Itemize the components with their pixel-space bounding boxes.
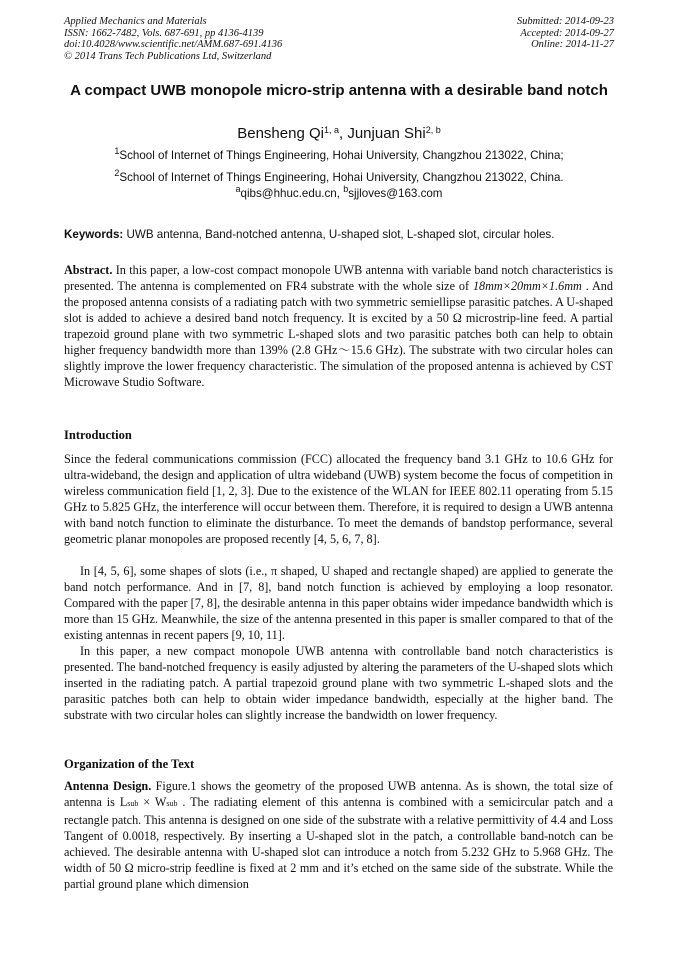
author-1: Bensheng Qi bbox=[237, 125, 324, 142]
antenna-design-label: Antenna Design. bbox=[64, 779, 152, 793]
author-separator: , bbox=[338, 125, 348, 142]
paper-title: A compact UWB monopole micro-strip antenna with a desirable band notch bbox=[70, 82, 608, 99]
submitted-date: Submitted: 2014-09-23 bbox=[516, 16, 614, 27]
introduction-heading: Introduction bbox=[64, 428, 132, 442]
affiliation-2 bbox=[64, 168, 614, 185]
w-sub-symbol: W bbox=[154, 795, 167, 809]
doi-line: doi:10.4028/www.scientific.net/AMM.687-691.4136 bbox=[64, 39, 283, 51]
email-a-mark: a bbox=[235, 184, 241, 194]
email-line bbox=[64, 184, 614, 201]
journal-header bbox=[64, 16, 282, 62]
affiliation-1-mark: 1 bbox=[114, 146, 120, 156]
affiliation-2-text: School of Internet of Things Engineering, Hohai University, Changzhou 213022, China. bbox=[119, 171, 564, 184]
w-sub-subscript: sub bbox=[166, 799, 178, 808]
author-1-affil: 1, a bbox=[323, 125, 339, 135]
keywords-text: UWB antenna, Band-notched antenna, U-shaped slot, L-shaped slot, circular holes. bbox=[123, 228, 555, 241]
abstract-label: Abstract. bbox=[64, 263, 113, 277]
email-separator: , bbox=[336, 187, 344, 200]
abstract-text-2: . And the proposed antenna consists of a radiating patch with two symmetric semiellipse parasitic patches. A U-shaped slot is added to achieve a desired band notch frequency. It is excited by a 50 Ω microstrip-line feed. A partial trapezoid ground plane with two symmetric L-shaped slots and two parasitic patches both can help to obtain higher frequency bandwidth more than 139% (2.8 GHz～15.6 GHz). The substrate with two circular holes can slightly improve the lower frequency characteristic. The simulation of the proposed antenna is achieved by CST Microwave Studio Software. bbox=[64, 279, 613, 389]
author-2: Junjuan Shi bbox=[347, 125, 426, 142]
journal-name: Applied Mechanics and Materials bbox=[64, 16, 207, 27]
abstract-size-math: 18mm×20mm×1.6mm bbox=[472, 279, 582, 293]
l-sub-subscript: sub bbox=[127, 799, 139, 808]
author-line bbox=[64, 124, 614, 143]
keywords bbox=[64, 228, 614, 242]
antenna-design-text-1: Figure.1 shows the geometry of the proposed UWB antenna. As is shown, the total size of antenna is bbox=[64, 779, 613, 809]
author-2-affil: 2, b bbox=[425, 125, 441, 135]
issn-line: ISSN: 1662-7482, Vols. 687-691, pp 4136-4139 bbox=[64, 27, 264, 39]
introduction-paragraph-1: Since the federal communications commission (FCC) allocated the frequency band 3.1 GHz to 10.6 GHz for ultra-wideband, the design and application of ultra wideband (UWB) system become the focus of competition in wireless communication field [1, 2, 3]. Due to the existence of the WLAN for IEEE 802.11 operating from 5.15 GHz to 5.825 GHz, the interference will occur between them. Therefore, it is required to design a UWB antenna with band notch function to eliminate the disturbance. To meet the demands of bandstop performance, several geometric planar monopoles are proposed recently [4, 5, 6, 7, 8]. bbox=[64, 452, 613, 546]
abstract-text-1: In this paper, a low-cost compact monopole UWB antenna with variable band notch characteristics is presented. The antenna is complemented on FR4 substrate with the whole size of bbox=[64, 263, 613, 293]
copyright-line: © 2014 Trans Tech Publications Ltd, Switzerland bbox=[64, 50, 272, 62]
introduction-paragraph-3: In this paper, a new compact monopole UWB antenna with controllable band notch characteristics is presented. The band-notched frequency is easily adjusted by altering the parameters of the U-shaped slots which inserted in the radiating patch. A partial trapezoid ground plane with two symmetric L-shaped slots and the parasitic patches both can help to obtain wider impedance bandwidth, especially at the higher band. The substrate with two circular holes can slightly increase the bandwidth on lower frequency. bbox=[64, 644, 613, 722]
introduction-paragraph-2: In [4, 5, 6], some shapes of slots (i.e., π shaped, U shaped and rectangle shaped) are applied to generate the band notch performance. And in [7, 8], band notch function is achieved by employing a loop resonator. Compared with the paper [7, 8], the desirable antenna in this paper obtains wider impedance bandwidth which is more than 15 GHz. Meanwhile, the size of the antenna presented in this paper is smaller compared to that of the existing antennas in recent papers [9, 10, 11]. bbox=[64, 564, 613, 642]
abstract bbox=[64, 262, 613, 390]
email-a: qibs@hhuc.edu.cn bbox=[240, 187, 337, 200]
affiliation-1-text: School of Internet of Things Engineering, Hohai University, Changzhou 213022, China; bbox=[119, 149, 564, 162]
dates-header bbox=[517, 16, 614, 51]
online-date: Online: 2014-11-27 bbox=[531, 39, 614, 51]
affiliation-1 bbox=[64, 146, 614, 163]
affiliation-2-mark: 2 bbox=[114, 168, 120, 178]
antenna-design-paragraph bbox=[64, 778, 613, 892]
times-symbol: × bbox=[138, 795, 155, 809]
accepted-date: Accepted: 2014-09-27 bbox=[520, 27, 614, 39]
antenna-design-text-2: . The radiating element of this antenna is combined with a semicircular patch and a rectangle patch. This antenna is designed on one side of the substrate with a relative permittivity of 4.4 and Loss Tangent of 0.0018, respectively. By inserting a U-shaped slot in the patch, a controllable band-notch can be achieved. The desirable antenna with U-shaped slot can introduce a notch from 5.232 GHz to 5.968 GHz. The width of 50 Ω micro-strip feedline is fixed at 2 mm and it’s etched on the same side of the substrate. While the partial ground plane which dimension bbox=[64, 795, 614, 891]
email-b: sjjloves@163.com bbox=[348, 187, 443, 200]
l-sub-symbol: L bbox=[119, 795, 128, 809]
email-b-mark: b bbox=[343, 184, 349, 194]
organization-heading: Organization of the Text bbox=[64, 757, 195, 771]
keywords-label: Keywords: bbox=[64, 228, 124, 241]
